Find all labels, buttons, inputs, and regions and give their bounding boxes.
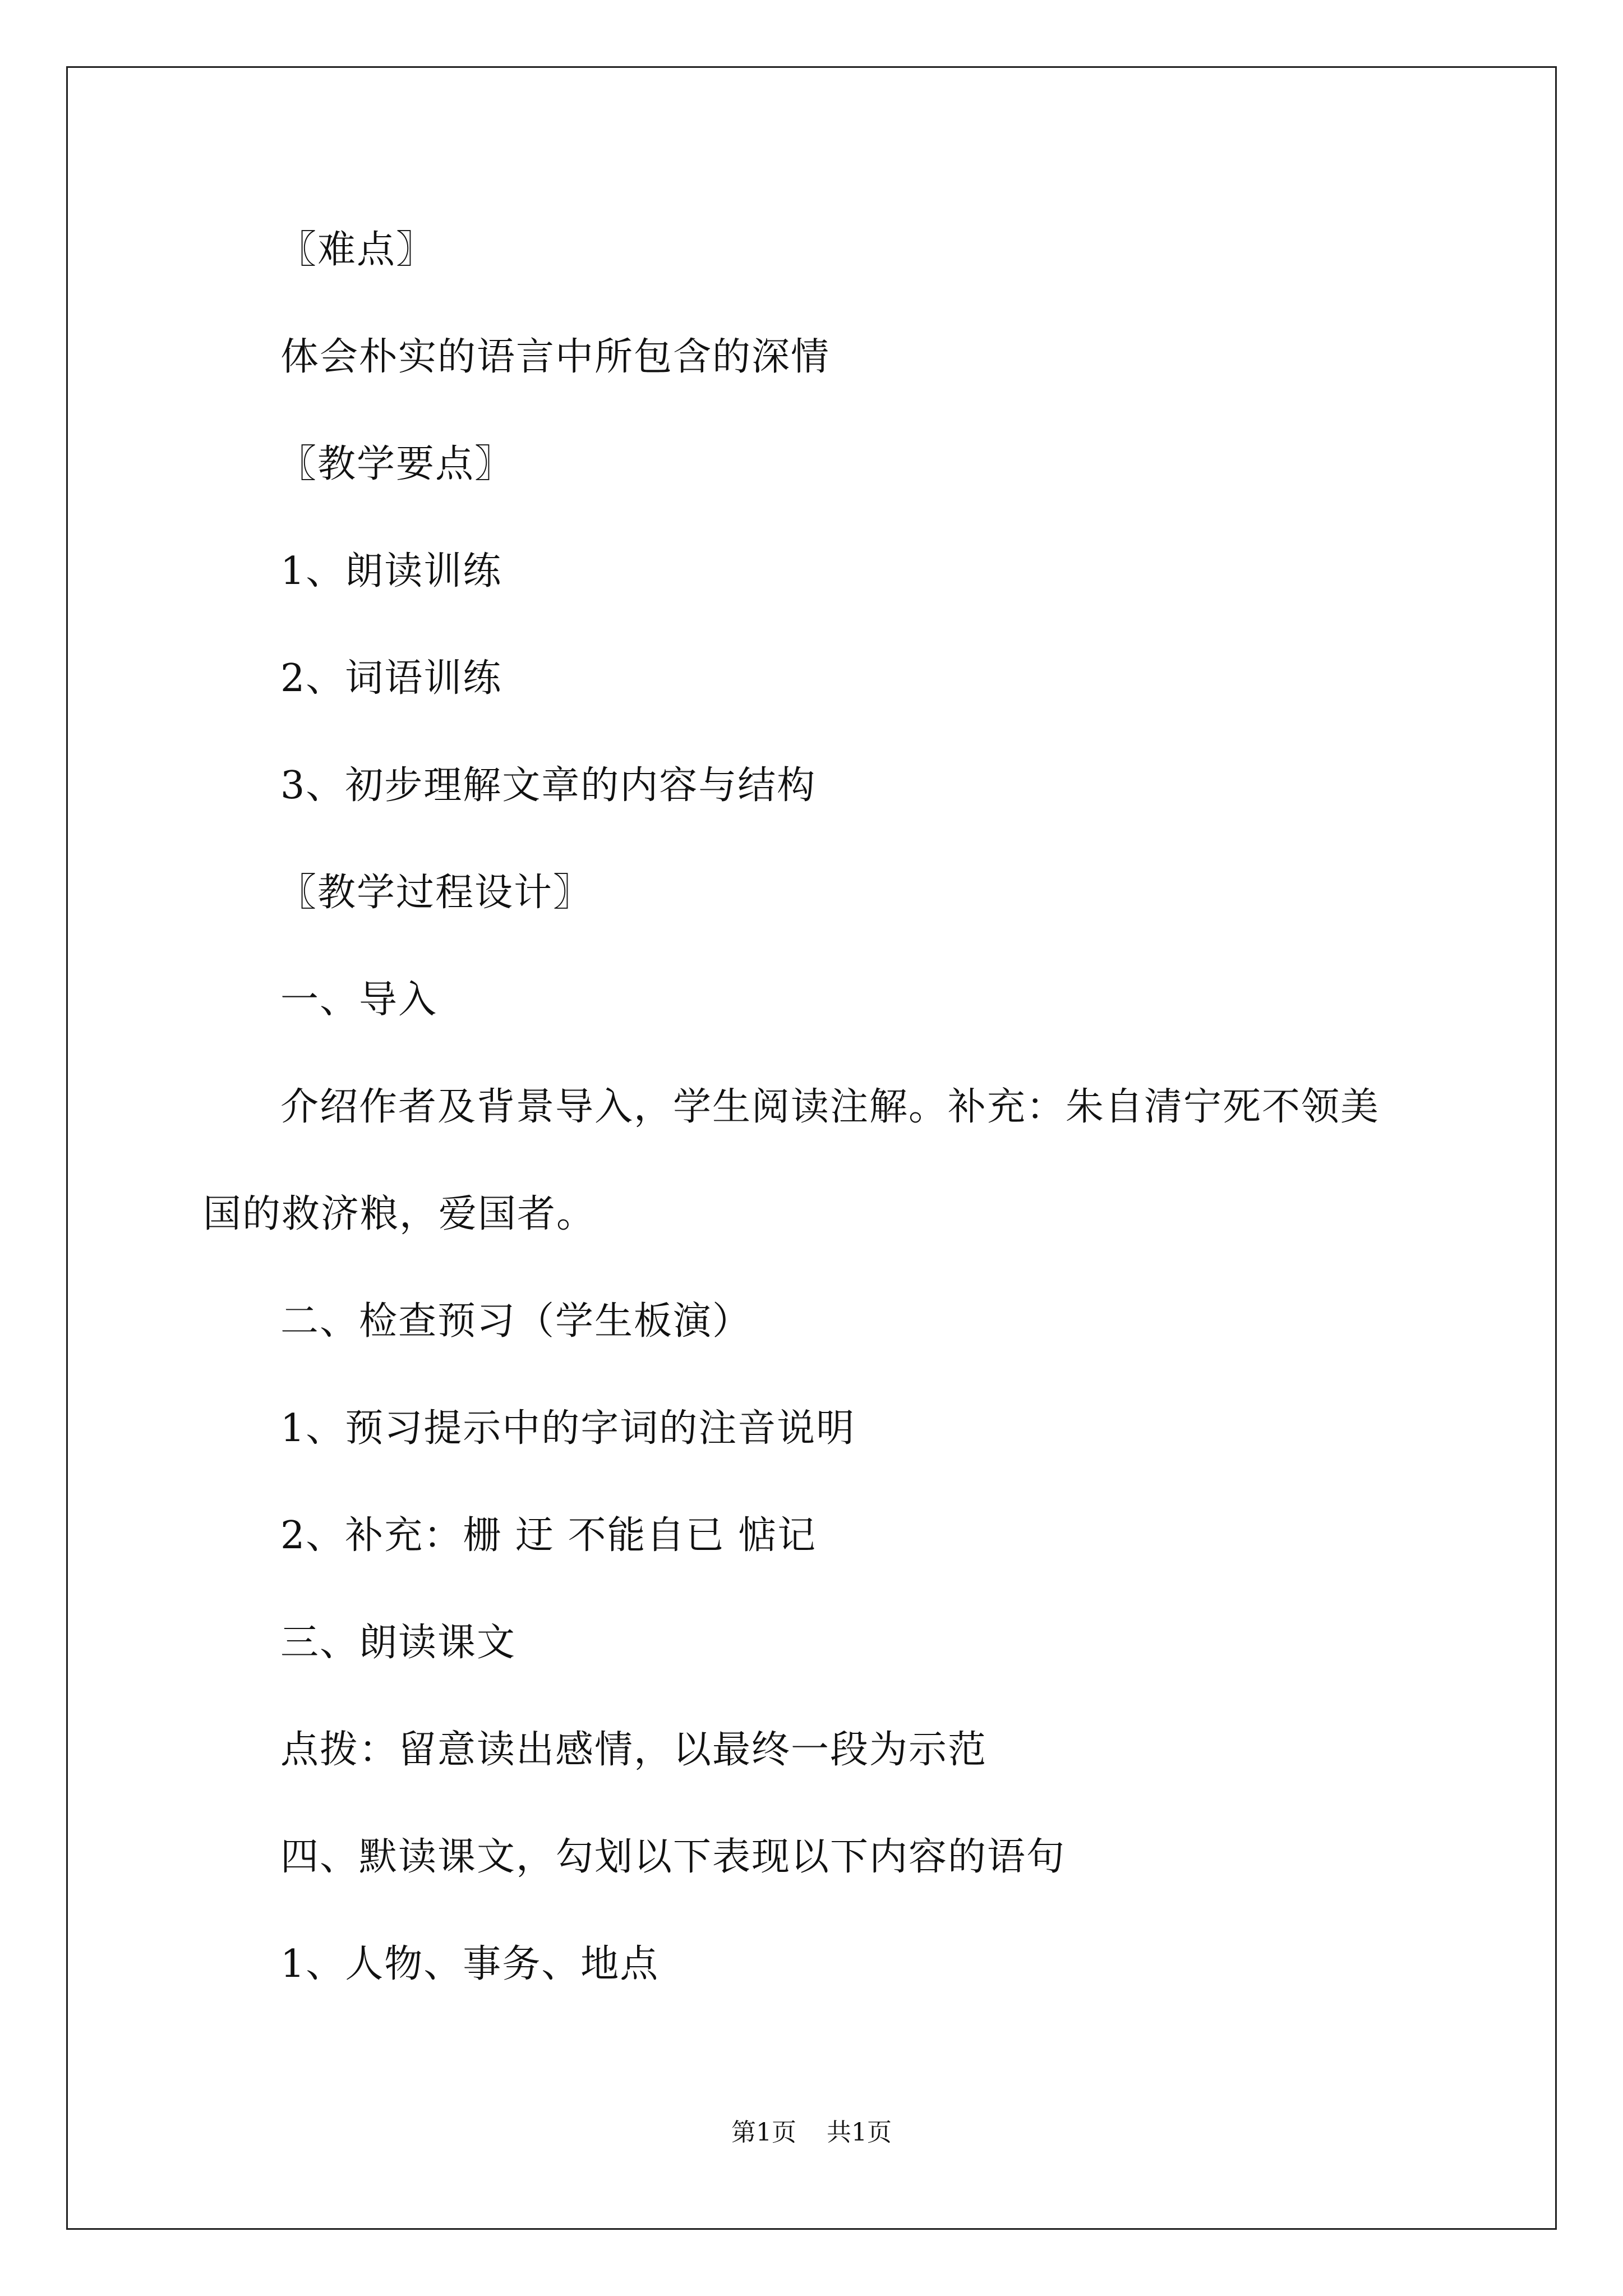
list-item: 1、朗读训练 bbox=[280, 549, 502, 593]
list-item: 1、预习提示中的字词的注音说明 bbox=[280, 1406, 856, 1451]
page-total-label: 共1页 bbox=[827, 2118, 892, 2147]
paragraph-line: 体会朴实的语言中所包含的深情 bbox=[280, 335, 831, 379]
paragraph-line: 点拨：留意读出感情，以最终一段为示范 bbox=[280, 1728, 988, 1772]
section-heading: 三、朗读课文 bbox=[280, 1621, 517, 1665]
page-border bbox=[66, 66, 1557, 2230]
page-current-label: 第1页 bbox=[731, 2118, 796, 2147]
list-item: 2、词语训练 bbox=[280, 656, 502, 701]
heading-process-design: 〖教学过程设计〗 bbox=[278, 871, 593, 915]
heading-difficulty: 〖难点〗 bbox=[278, 228, 436, 272]
list-item: 3、初步理解文章的内容与结构 bbox=[280, 763, 817, 808]
page-footer bbox=[0, 2120, 1623, 2145]
paragraph-line-continued: 国的救济粮，爱国者。 bbox=[203, 1192, 596, 1236]
section-heading: 二、检查预习（学生板演） bbox=[280, 1299, 752, 1343]
heading-teaching-points: 〖教学要点〗 bbox=[278, 442, 514, 486]
section-heading: 四、默读课文，勾划以下表现以下内容的语句 bbox=[280, 1835, 1066, 1879]
list-item: 1、人物、事务、地点 bbox=[280, 1942, 660, 1986]
section-heading: 一、导入 bbox=[280, 978, 438, 1022]
paragraph-line: 介绍作者及背景导入，学生阅读注解。补充：朱自清宁死不领美 bbox=[280, 1085, 1380, 1129]
list-item: 2、补充：栅 迂 不能自已 惦记 bbox=[280, 1513, 817, 1558]
